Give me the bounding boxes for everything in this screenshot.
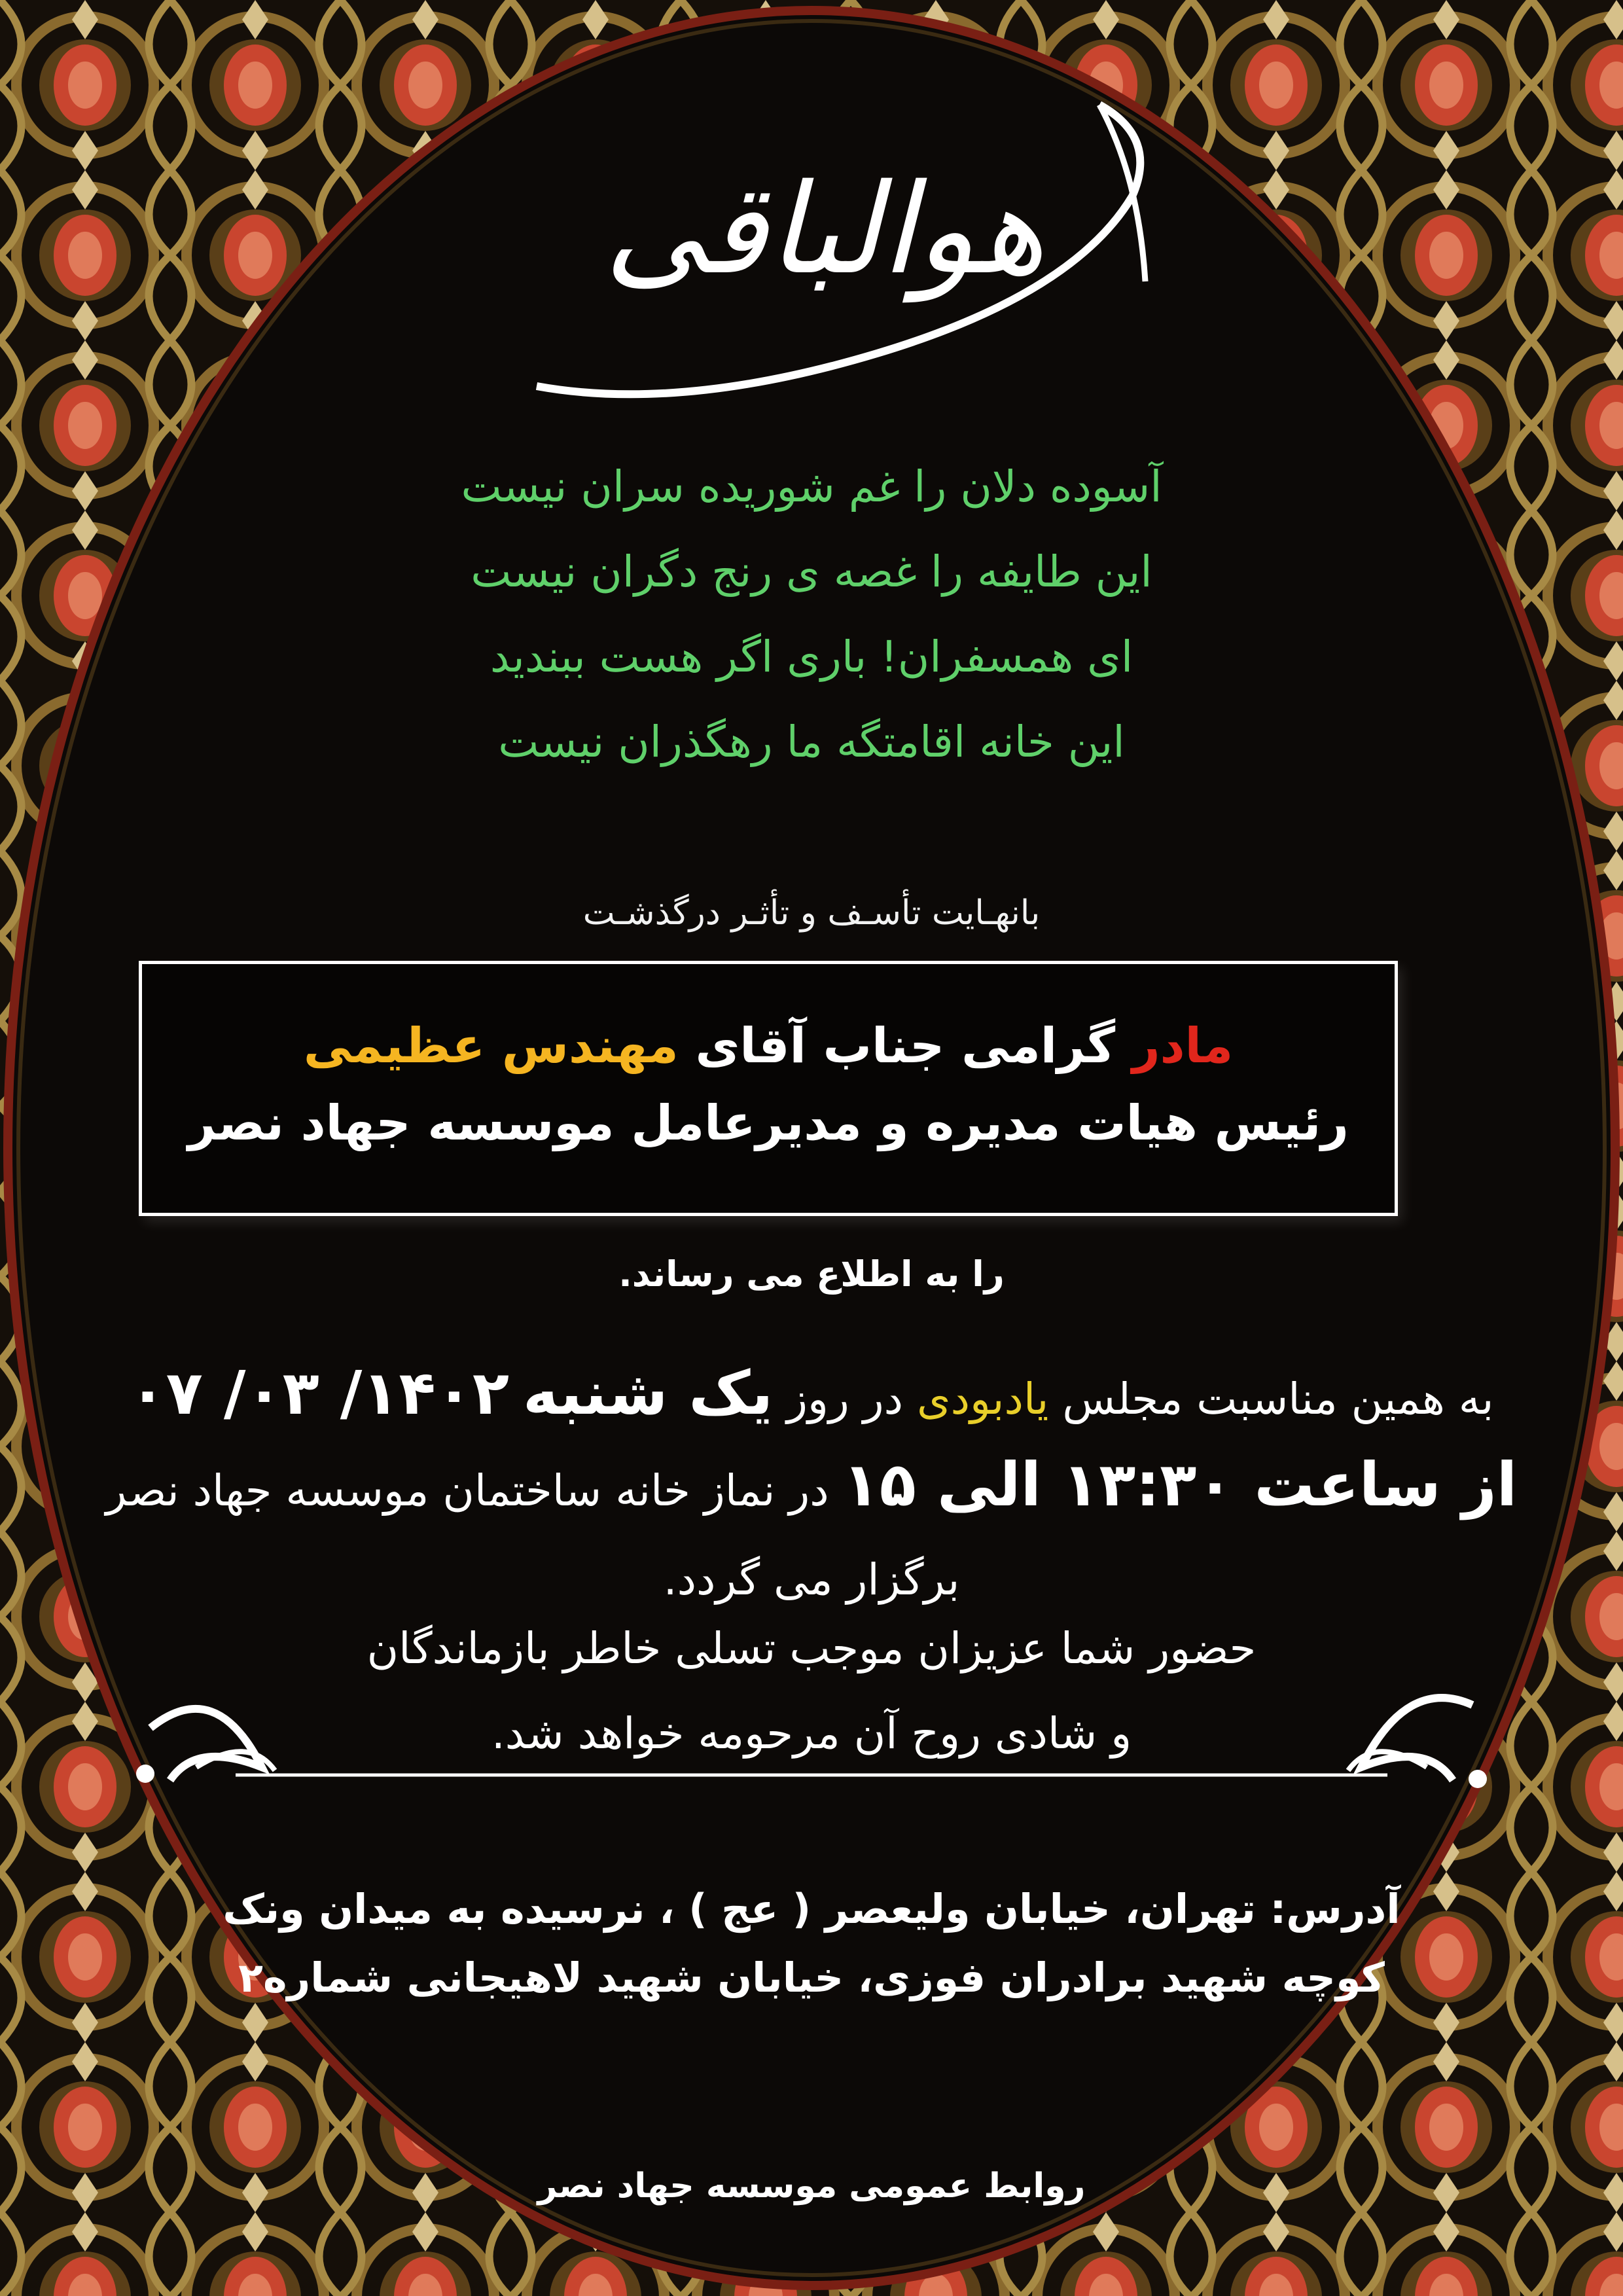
footer-signature: روابط عمومی موسسه جهاد نصر <box>537 2166 1086 2206</box>
calligraphy-text: هوالباقی <box>604 157 1045 302</box>
address-line-1: آدرس: تهران، خیابان ولیعصر ( عج ) ، نرسیده به میدان ونک <box>223 1885 1400 1933</box>
intro-text: بانهـایت تأسـف و تأثـر درگذشـت <box>582 893 1041 933</box>
ceremony-place: در نماز خانه ساختمان موسسه جهاد نصر <box>105 1465 829 1516</box>
ceremony-time: از ساعت ۱۳:۳۰ الی ۱۵ <box>842 1450 1518 1520</box>
poem-line: آسوده دلان را غم شوریده سران نیست <box>461 461 1162 512</box>
person-name: مهندس عظیمی <box>303 1018 679 1074</box>
presence-line-2: و شادی روح آن مرحومه خواهد شد. <box>491 1708 1132 1759</box>
announce-text: را به اطلاع می رساند. <box>618 1253 1005 1295</box>
ceremony-line-1 <box>0 1358 1623 1428</box>
relation-word: مادر <box>1132 1018 1234 1074</box>
ceremony-prefix: به همین مناسبت مجلس <box>1062 1374 1494 1424</box>
ceremony-middle: در روز <box>787 1374 903 1424</box>
ceremony-date: ۱۴۰۲/ ۰۳/ ۰۷ <box>129 1358 509 1428</box>
event-name: یادبودی <box>916 1374 1049 1424</box>
ceremony-line-2 <box>0 1450 1623 1520</box>
poem-line: ای همسفران! باری اگر هست ببندید <box>490 632 1133 682</box>
notice-line-1 <box>142 1018 1395 1074</box>
address-line-2: کوچه شهید برادران فوزی، خیابان شهید لاهیجانی شماره۲ <box>238 1954 1385 2001</box>
poem-line: این طایفه را غصه ی رنج دگران نیست <box>471 547 1152 597</box>
honorific: گرامی جناب آقای <box>695 1018 1116 1074</box>
ceremony-day: یک شنبه <box>522 1358 774 1428</box>
calligraphy-header <box>484 46 1165 412</box>
ceremony-line-3: برگزار می گردد. <box>663 1554 960 1605</box>
poem-line: این خانه اقامتگه ما رهگذران نیست <box>498 717 1125 767</box>
deceased-notice-box <box>139 961 1398 1216</box>
person-position: رئیس هیات مدیره و مدیرعامل موسسه جهاد نصر <box>188 1095 1349 1151</box>
presence-line-1: حضور شما عزیزان موجب تسلی خاطر بازماندگان <box>366 1623 1257 1674</box>
